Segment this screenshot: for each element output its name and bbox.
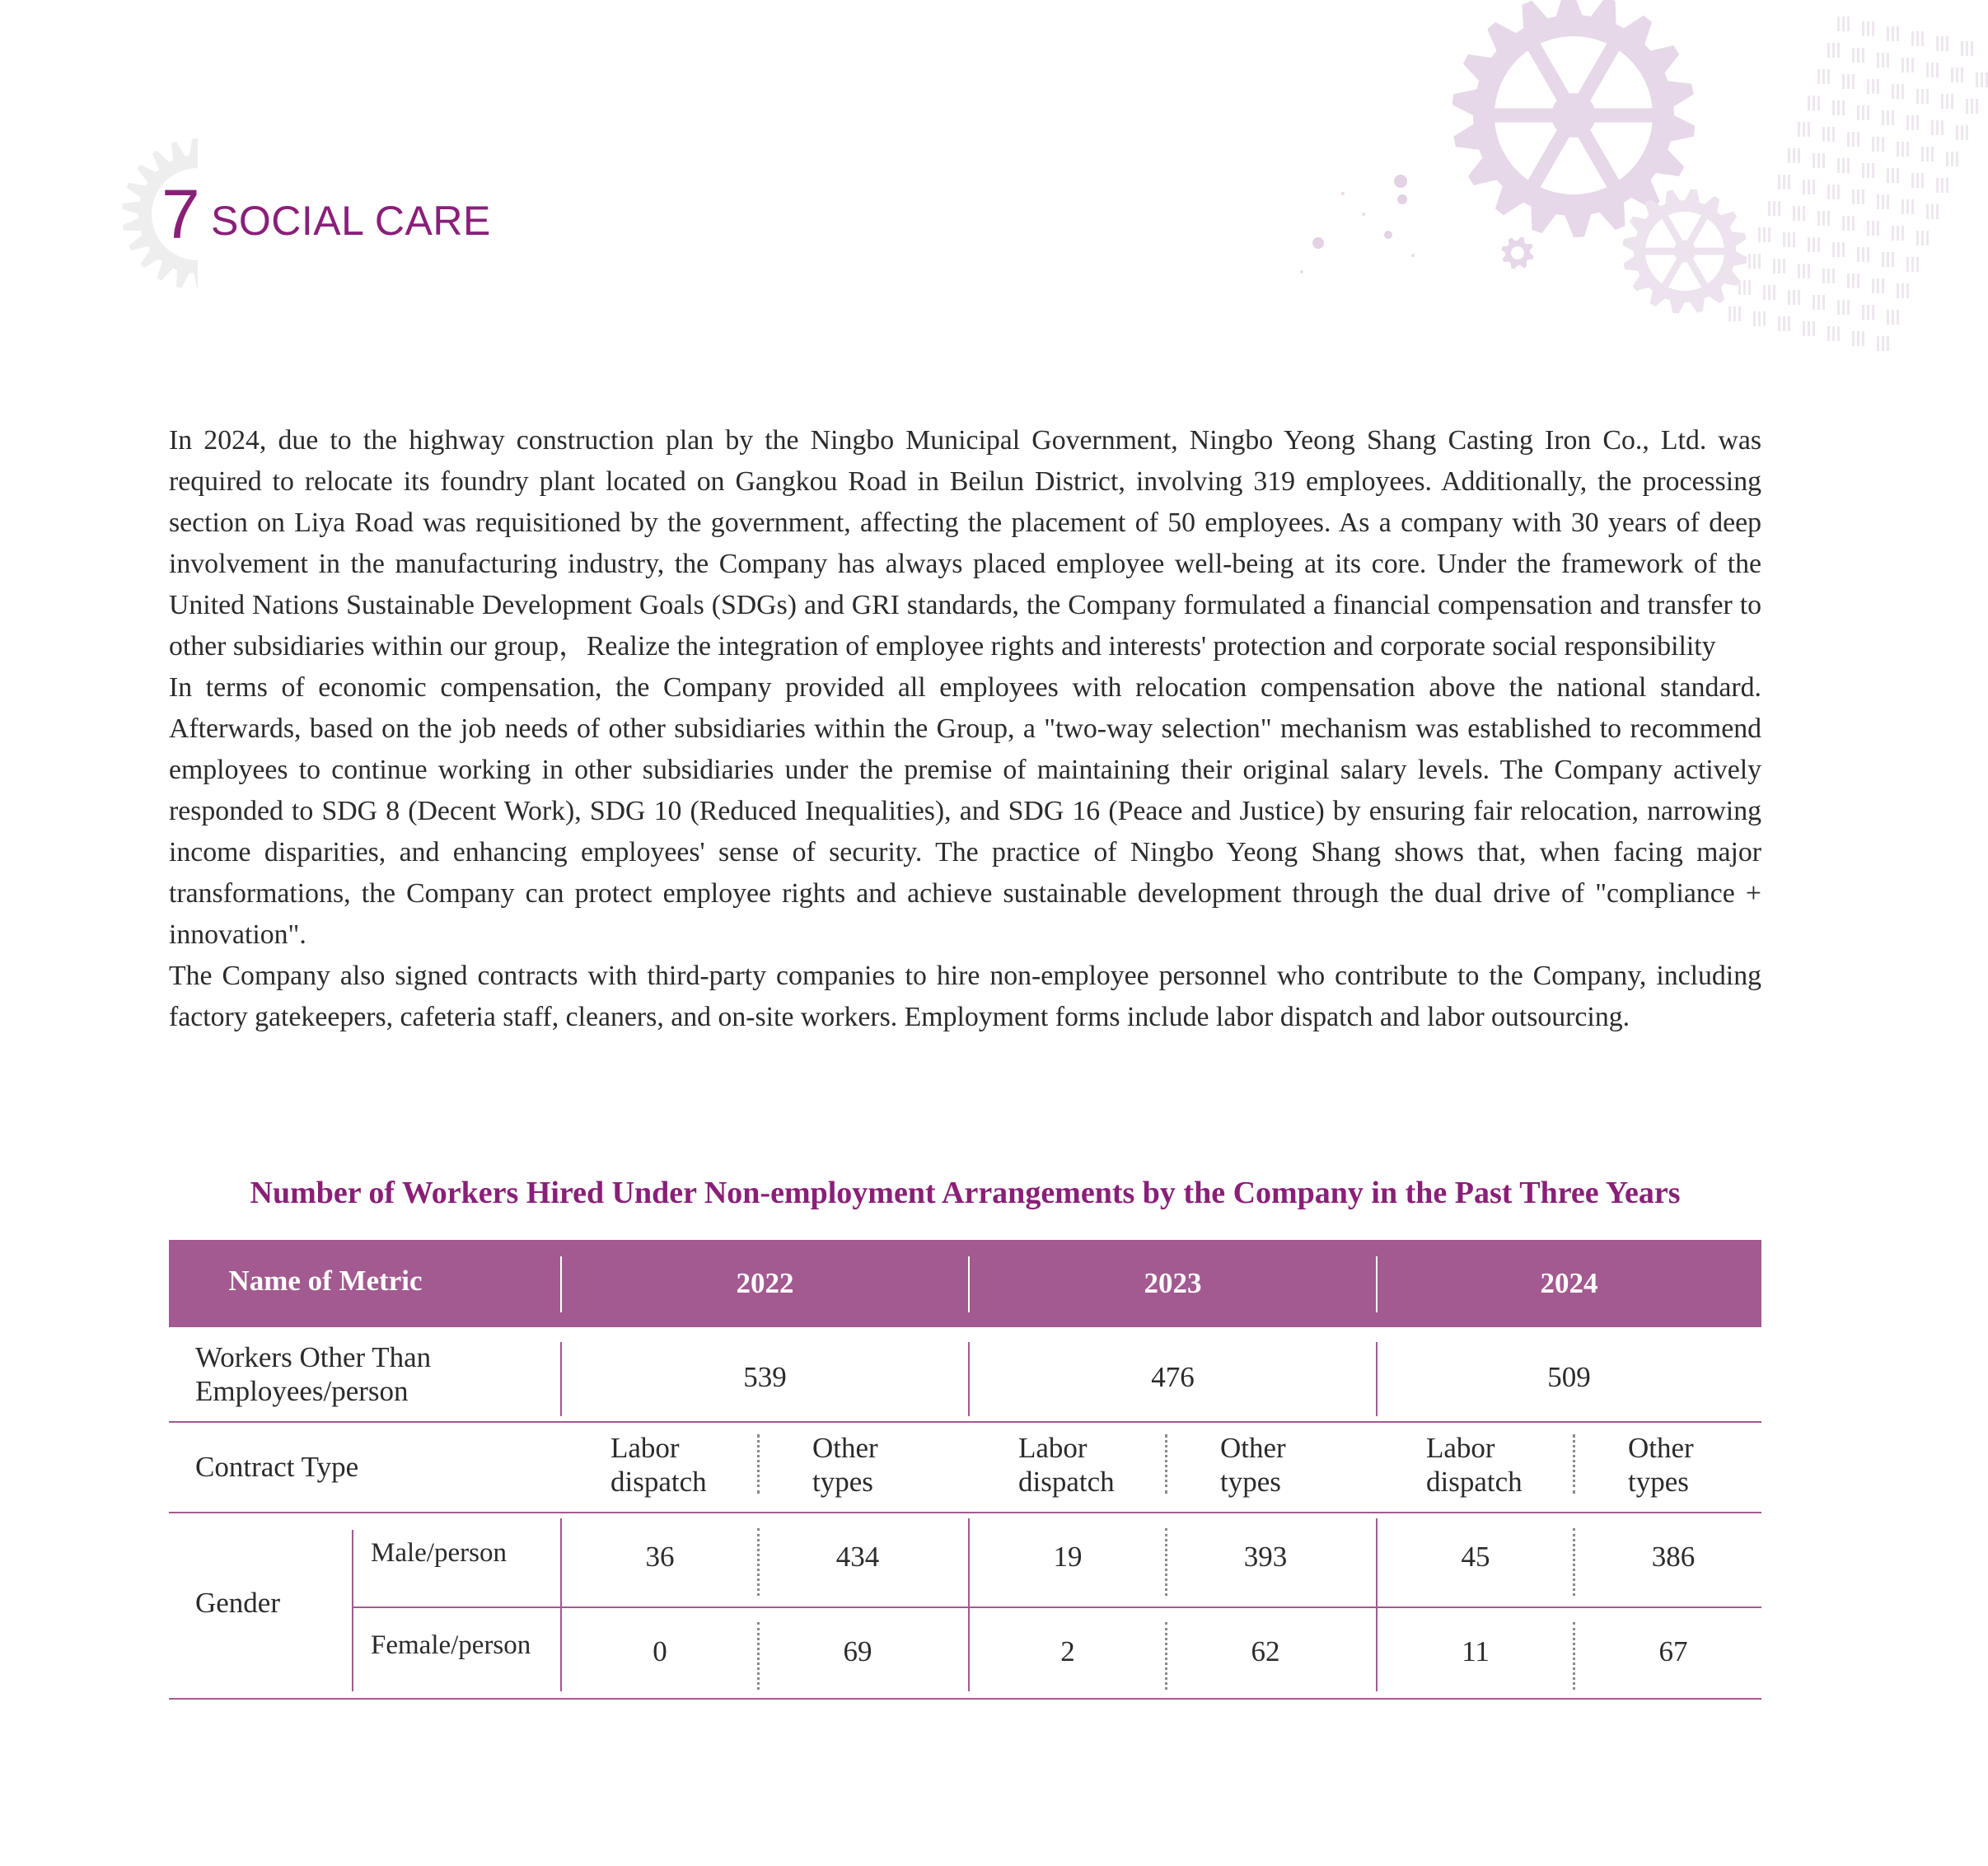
contract-type2-2023 (1220, 1426, 1368, 1512)
female-value-2023-other-types: 62 (1251, 1635, 1280, 1667)
male-value-2023-other-types: 393 (1243, 1541, 1288, 1573)
column-divider (560, 1342, 562, 1416)
contract-type1-line1: Labor (610, 1432, 680, 1464)
contract-type2-line2: types (1628, 1466, 1689, 1498)
female-value-2022-other-types: 69 (843, 1635, 872, 1667)
contract-type-label: Contract Type (195, 1450, 359, 1483)
small-gear-decoration-icon (1499, 235, 1536, 271)
contract-type1-2022 (610, 1426, 759, 1512)
gender-label: Gender (195, 1586, 281, 1619)
male-value-2023-labor-dispatch: 19 (1053, 1541, 1083, 1573)
stripe-pattern-decoration (1565, 0, 1988, 362)
column-divider (1376, 1518, 1378, 1691)
column-divider (968, 1342, 970, 1416)
male-value-2024-labor-dispatch: 45 (1461, 1541, 1490, 1573)
section-number: 7 (161, 175, 200, 253)
header-year-2022: 2022 (736, 1267, 794, 1299)
contract-type2-line1: Other (1220, 1432, 1286, 1464)
row-divider (352, 1606, 1761, 1608)
row-divider (169, 1512, 1761, 1513)
column-divider (968, 1518, 970, 1691)
dotted-separator (757, 1434, 760, 1494)
contract-type1-line1: Labor (1018, 1432, 1088, 1464)
header-year-2024: 2024 (1540, 1267, 1598, 1299)
dotted-separator (757, 1622, 760, 1690)
table-title: Number of Workers Hired Under Non-employment Arrangements by the Company in the Past Three Years (250, 1176, 1681, 1210)
workers-other-2023: 476 (1151, 1361, 1195, 1393)
contract-type1-2024 (1426, 1426, 1574, 1512)
male-value-2024-other-types: 386 (1651, 1541, 1696, 1573)
contract-type2-line1: Other (812, 1432, 878, 1464)
workers-other-2022: 539 (743, 1361, 787, 1393)
contract-type1-line2: dispatch (1426, 1466, 1523, 1498)
workers-table (169, 1240, 1761, 1701)
workers-other-label-line1: Workers Other Than (195, 1341, 432, 1373)
workers-other-label (195, 1335, 541, 1419)
dotted-separator (1573, 1622, 1575, 1690)
female-value-2024-other-types: 67 (1658, 1635, 1688, 1667)
contract-type2-2024 (1628, 1426, 1776, 1512)
body-text (169, 420, 1761, 1038)
contract-type1-line2: dispatch (610, 1466, 707, 1498)
header-metric-name: Name of Metric (228, 1265, 423, 1297)
contract-type1-line2: dispatch (1018, 1466, 1115, 1498)
female-value-2024-labor-dispatch: 11 (1462, 1635, 1490, 1667)
row-divider (169, 1421, 1761, 1423)
column-divider (1376, 1342, 1378, 1416)
contract-type2-line2: types (1220, 1466, 1281, 1498)
contract-type2-line1: Other (1628, 1432, 1694, 1464)
dotted-separator (1165, 1528, 1167, 1596)
female-value-2022-labor-dispatch: 0 (653, 1635, 667, 1667)
male-label: Male/person (371, 1537, 507, 1568)
female-value-2023-labor-dispatch: 2 (1060, 1635, 1075, 1667)
female-label: Female/person (371, 1630, 531, 1660)
section-title: SOCIAL CARE (211, 198, 491, 244)
male-value-2022-other-types: 434 (835, 1541, 880, 1573)
header-year-2023: 2023 (1144, 1267, 1202, 1299)
dot-pattern-decoration (1285, 148, 1434, 280)
workers-other-label-line2: Employees/person (195, 1375, 409, 1407)
male-value-2022-labor-dispatch: 36 (645, 1541, 675, 1573)
gender-divider (352, 1530, 353, 1691)
paragraph-compensation: In terms of economic compensation, the Company provided all employees with relocation compensation above the national standard. Afterwards, based on the job needs of other subsidiaries within the Group, a "two-way selection" mechanism was established to recommend employees to continue working in other subsidiaries under the premise of maintaining their original salary levels. The Company actively responded to SDG 8 (Decent Work), SDG 10 (Reduced Inequalities), and SDG 16 (Peace and Justice) by ensuring fair relocation, narrowing income disparities, and enhancing employees' sense of security. The practice of Ningbo Yeong Shang shows that, when facing major transformations, the Company can protect employee rights and achieve sustainable development through the dual drive of "compliance + innovation". (169, 672, 1761, 950)
column-divider (560, 1518, 562, 1691)
paragraph-relocation: In 2024, due to the highway construction plan by the Ningbo Municipal Government, Ningbo Yeong Shang Casting Iron Co., Ltd. was required to relocate its foundry plant located on Gangkou Road in Beilun District, involving 319 employees. Additionally, the processing section on Liya Road was requisitioned by the government, affecting the placement of 50 employees. As a company with 30 years of deep involvement in the manufacturing industry, the Company has always placed employee well-being at its core. Under the framework of the United Nations Sustainable Development Goals (SDGs) and GRI standards, the Company formulated a financial compensation and transfer to other subsidiaries within our group，Realize the integration of employee rights and interests' protection and corporate social responsibility (169, 425, 1761, 662)
dotted-separator (757, 1528, 760, 1596)
contract-type1-line1: Labor (1426, 1432, 1495, 1464)
contract-type1-2023 (1018, 1426, 1167, 1512)
paragraph-third-party: The Company also signed contracts with third-party companies to hire non-employee personnel who contribute to the Company, including factory gatekeepers, cafeteria staff, cleaners, and on-site workers. Employment forms include labor dispatch and labor outsourcing. (169, 961, 1761, 1032)
workers-other-2024: 509 (1547, 1361, 1591, 1393)
dotted-separator (1165, 1434, 1167, 1494)
contract-type2-2022 (812, 1426, 961, 1512)
table-bottom-border (169, 1698, 1761, 1700)
dotted-separator (1573, 1528, 1575, 1596)
contract-type2-line2: types (812, 1466, 873, 1498)
dotted-separator (1573, 1434, 1575, 1494)
dotted-separator (1165, 1622, 1167, 1690)
